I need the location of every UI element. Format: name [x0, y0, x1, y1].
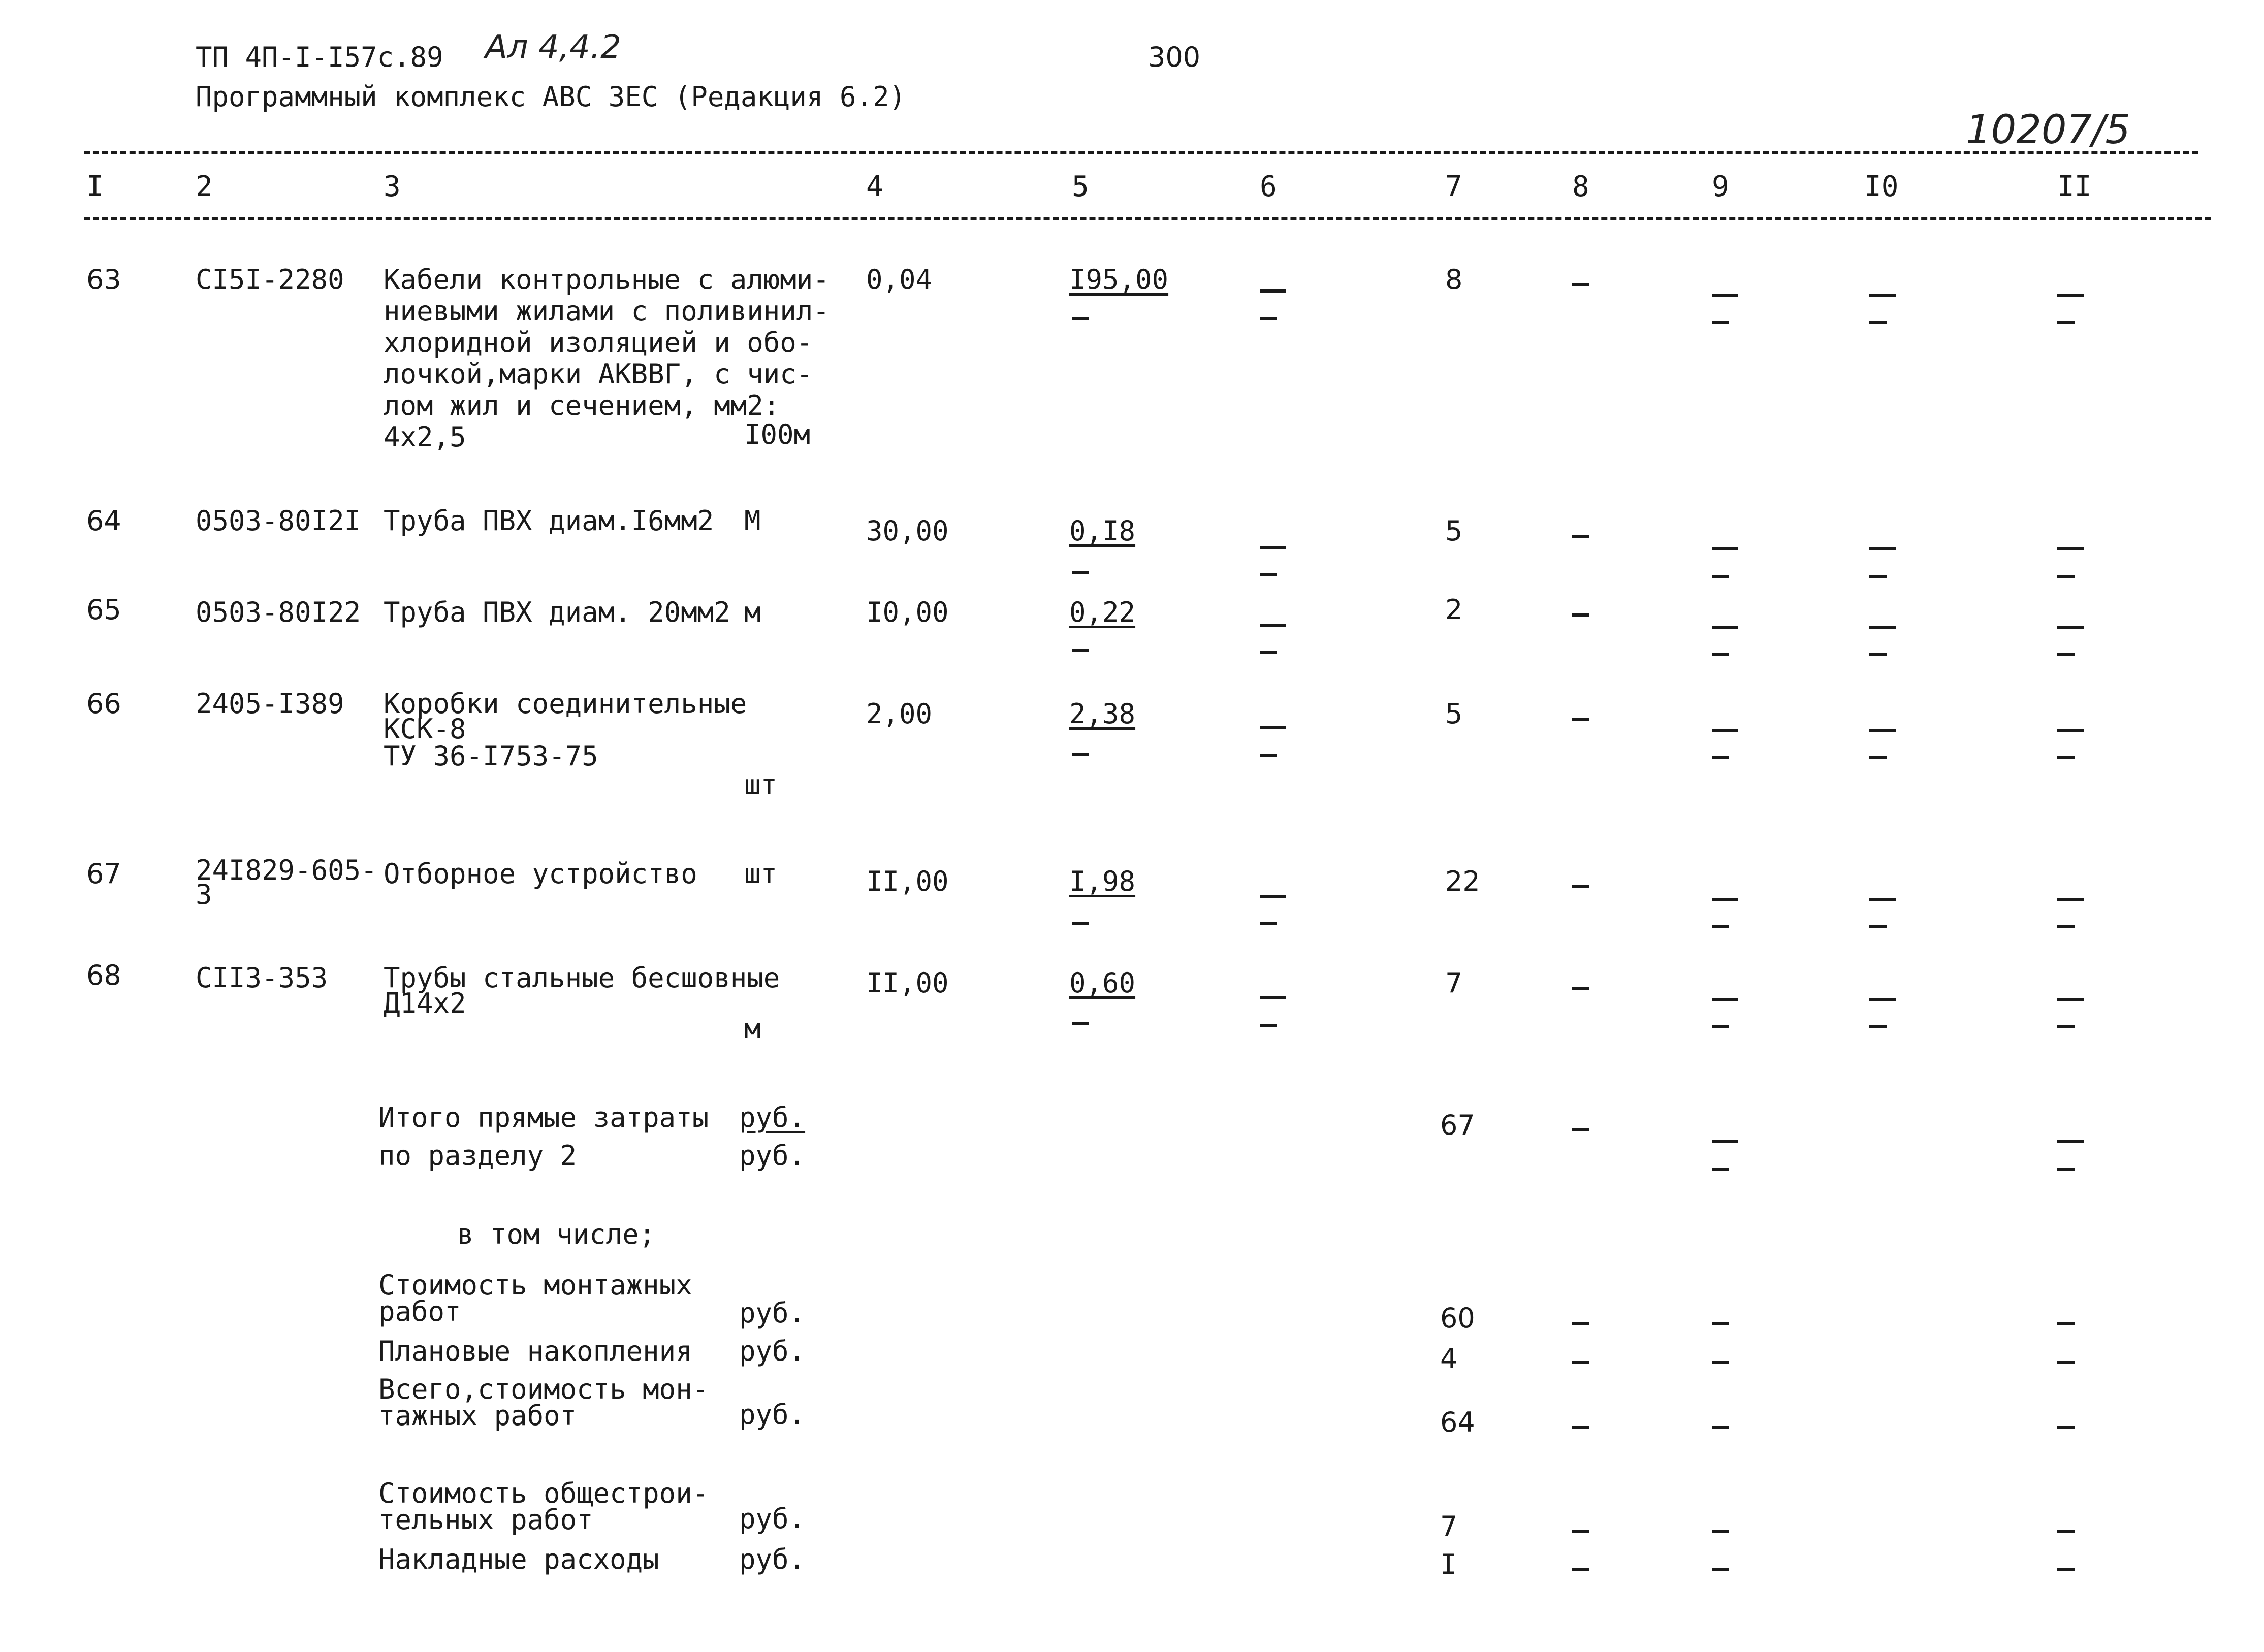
- summary-total-label-1: Итого прямые затраты: [378, 1102, 709, 1133]
- row-64-col6-dash: [1260, 546, 1290, 582]
- row-65-col11-dash: [2057, 626, 2088, 662]
- header-divider: [84, 217, 2211, 220]
- summary-item-2-col9-dash: [1712, 1361, 1729, 1364]
- doc-code: ТП 4П-I-I57с.89: [196, 41, 443, 73]
- summary-item-4-col11-dash: [2057, 1530, 2075, 1533]
- row-65-price-sub-dash: [1072, 649, 1089, 652]
- summary-item-5-col11-dash: [2057, 1568, 2075, 1571]
- row-66-qty: 2,00: [866, 698, 933, 730]
- col-header-7: 7: [1445, 170, 1462, 203]
- col-header-5: 5: [1072, 170, 1089, 203]
- row-68-desc-1: Трубы стальные бесшовные: [384, 962, 780, 994]
- summary-item-1-col8-dash: [1572, 1322, 1589, 1325]
- row-67-unit: шт: [744, 858, 778, 890]
- summary-item-1-col11-dash: [2057, 1322, 2075, 1325]
- row-67-col8-dash: [1572, 885, 1589, 888]
- row-64-col9-dash: [1712, 547, 1742, 584]
- row-66-unit: шт: [744, 769, 778, 801]
- row-63-total: 8: [1445, 264, 1463, 296]
- summary-item-1-col9-dash: [1712, 1322, 1729, 1325]
- row-64-col8-dash: [1572, 535, 1589, 538]
- row-63-desc-4: лочкой,марки АКВВГ, с чис-: [384, 358, 813, 390]
- row-68-qty: II,00: [866, 967, 949, 999]
- row-68-total: 7: [1445, 967, 1463, 999]
- col-header-9: 9: [1712, 170, 1729, 203]
- row-65-code: 0503-80I22: [196, 596, 361, 628]
- summary-item-4-col8-dash: [1572, 1530, 1589, 1533]
- row-65-num: 65: [86, 594, 121, 626]
- row-67-desc: Отборное устройство: [384, 858, 697, 890]
- row-64-unit: М: [744, 505, 761, 537]
- handwritten-reference: Ал 4,4.2: [485, 28, 621, 66]
- summary-item-1-unit: руб.: [739, 1297, 806, 1329]
- summary-total-label-2: по разделу 2: [378, 1140, 577, 1172]
- row-63-qty: 0,04: [866, 264, 933, 296]
- summary-item-3-unit: руб.: [739, 1399, 806, 1431]
- summary-item-1-value: 60: [1440, 1302, 1475, 1334]
- row-65-total: 2: [1445, 594, 1463, 626]
- row-66-col8-dash: [1572, 718, 1589, 721]
- row-65-col6-dash: [1260, 624, 1290, 660]
- row-66-desc-1: Коробки соединительные: [384, 688, 747, 720]
- row-64-code: 0503-80I2I: [196, 505, 361, 537]
- summary-item-4-label: Стоимость общестрои- тельных работ: [378, 1477, 709, 1536]
- row-64-desc: Труба ПВХ диам.I6мм2: [384, 505, 714, 537]
- row-63-price: I95,00: [1069, 264, 1169, 296]
- summary-item-3-label: Всего,стоимость мон- тажных работ: [378, 1373, 709, 1432]
- row-63-desc-2: ниевыми жилами с поливинил-: [384, 295, 830, 327]
- row-63-unit: I00м: [744, 418, 811, 450]
- summary-total-col9-dash: [1712, 1140, 1742, 1177]
- page-number: 300: [1148, 41, 1201, 73]
- row-66-total: 5: [1445, 698, 1463, 730]
- row-63-desc-3: хлоридной изоляцией и обо-: [384, 327, 813, 359]
- summary-item-2-col8-dash: [1572, 1361, 1589, 1364]
- row-68-price-sub-dash: [1072, 1022, 1089, 1025]
- summary-item-3-col11-dash: [2057, 1426, 2075, 1429]
- summary-item-3-value: 64: [1440, 1406, 1475, 1438]
- summary-item-2-col11-dash: [2057, 1361, 2075, 1364]
- row-66-col9-dash: [1712, 729, 1742, 765]
- handwritten-sheet-number: 10207/5: [1966, 107, 2131, 153]
- row-68-num: 68: [86, 959, 121, 991]
- row-67-col10-dash: [1869, 898, 1900, 934]
- row-63-desc-1: Кабели контрольные с алюми-: [384, 264, 830, 296]
- row-63-code: CI5I-2280: [196, 264, 344, 296]
- row-64-price-sub-dash: [1072, 571, 1089, 574]
- row-63-price-sub-dash: [1072, 317, 1089, 320]
- row-63-col10-dash: [1869, 294, 1900, 330]
- col-header-6: 6: [1260, 170, 1277, 203]
- row-64-price: 0,I8: [1069, 515, 1136, 547]
- row-67-price: I,98: [1069, 865, 1136, 897]
- summary-item-5-col8-dash: [1572, 1568, 1589, 1571]
- summary-item-3-col9-dash: [1712, 1426, 1729, 1429]
- row-65-price: 0,22: [1069, 596, 1136, 628]
- row-66-desc-2: КСК-8: [384, 713, 466, 745]
- row-64-col11-dash: [2057, 547, 2088, 584]
- summary-total-col8-dash: [1572, 1128, 1589, 1131]
- row-63-desc-6: 4х2,5: [384, 421, 466, 453]
- row-63-col6-dash: [1260, 289, 1290, 326]
- row-66-col6-dash: [1260, 726, 1290, 763]
- summary-item-4-unit: руб.: [739, 1503, 806, 1535]
- summary-total-unit-2: руб.: [739, 1140, 806, 1172]
- row-65-col9-dash: [1712, 626, 1742, 662]
- summary-total-unit-1: руб.: [739, 1102, 806, 1133]
- row-64-num: 64: [86, 505, 121, 537]
- row-68-col9-dash: [1712, 998, 1742, 1034]
- summary-item-5-col9-dash: [1712, 1568, 1729, 1571]
- col-header-11: II: [2057, 170, 2092, 203]
- summary-item-2-value: 4: [1440, 1343, 1458, 1375]
- row-67-qty: II,00: [866, 865, 949, 897]
- row-63-col9-dash: [1712, 294, 1742, 330]
- row-65-desc: Труба ПВХ диам. 20мм2: [384, 596, 730, 628]
- row-64-qty: 30,00: [866, 515, 949, 547]
- program-title: Программный комплекс АВС 3ЕС (Редакция 6.2): [196, 81, 906, 113]
- summary-including-label: в том числе;: [457, 1218, 656, 1250]
- row-63-num: 63: [86, 264, 121, 296]
- row-64-total: 5: [1445, 515, 1463, 547]
- summary-item-4-value: 7: [1440, 1510, 1458, 1542]
- row-67-col6-dash: [1260, 895, 1290, 931]
- col-header-8: 8: [1572, 170, 1589, 203]
- row-65-col10-dash: [1869, 626, 1900, 662]
- summary-item-5-label: Накладные расходы: [378, 1543, 659, 1575]
- row-68-col8-dash: [1572, 987, 1589, 990]
- row-63-col11-dash: [2057, 294, 2088, 330]
- row-67-num: 67: [86, 858, 121, 890]
- row-67-total: 22: [1445, 865, 1480, 897]
- row-63-desc-5: лом жил и сечением, мм2:: [384, 390, 780, 422]
- row-67-code: 24I829-605- 3: [196, 854, 377, 911]
- summary-item-2-label: Плановые накопления: [378, 1335, 692, 1367]
- col-header-10: I0: [1864, 170, 1899, 203]
- row-68-price: 0,60: [1069, 967, 1136, 999]
- row-66-code: 2405-I389: [196, 688, 344, 720]
- row-66-col11-dash: [2057, 729, 2088, 765]
- row-67-price-sub-dash: [1072, 922, 1089, 925]
- row-65-unit: м: [744, 596, 761, 628]
- row-68-col11-dash: [2057, 998, 2088, 1034]
- summary-item-5-value: I: [1440, 1548, 1457, 1580]
- row-68-col6-dash: [1260, 996, 1290, 1033]
- summary-total-value: 67: [1440, 1109, 1475, 1141]
- row-66-price-sub-dash: [1072, 753, 1089, 756]
- row-66-price: 2,38: [1069, 698, 1136, 730]
- summary-item-2-unit: руб.: [739, 1335, 806, 1367]
- summary-item-3-col8-dash: [1572, 1426, 1589, 1429]
- summary-item-4-col9-dash: [1712, 1530, 1729, 1533]
- row-66-desc-3: ТУ 36-I753-75: [384, 740, 598, 772]
- row-68-desc-2: Д14х2: [384, 987, 466, 1019]
- row-65-col8-dash: [1572, 613, 1589, 617]
- summary-item-5-unit: руб.: [739, 1543, 806, 1575]
- col-header-1: I: [86, 170, 104, 203]
- col-header-2: 2: [196, 170, 213, 203]
- row-68-col10-dash: [1869, 998, 1900, 1034]
- row-68-code: CII3-353: [196, 962, 328, 994]
- col-header-3: 3: [384, 170, 401, 203]
- row-68-unit: м: [744, 1013, 761, 1045]
- row-64-col10-dash: [1869, 547, 1900, 584]
- row-66-col10-dash: [1869, 729, 1900, 765]
- row-67-col11-dash: [2057, 898, 2088, 934]
- row-65-qty: I0,00: [866, 596, 949, 628]
- col-header-4: 4: [866, 170, 883, 203]
- row-67-col9-dash: [1712, 898, 1742, 934]
- row-66-num: 66: [86, 688, 121, 720]
- summary-total-col11-dash: [2057, 1140, 2088, 1177]
- top-divider: [84, 151, 2198, 154]
- summary-item-1-label: Стоимость монтажных работ: [378, 1269, 692, 1327]
- row-63-col8-dash: [1572, 283, 1589, 286]
